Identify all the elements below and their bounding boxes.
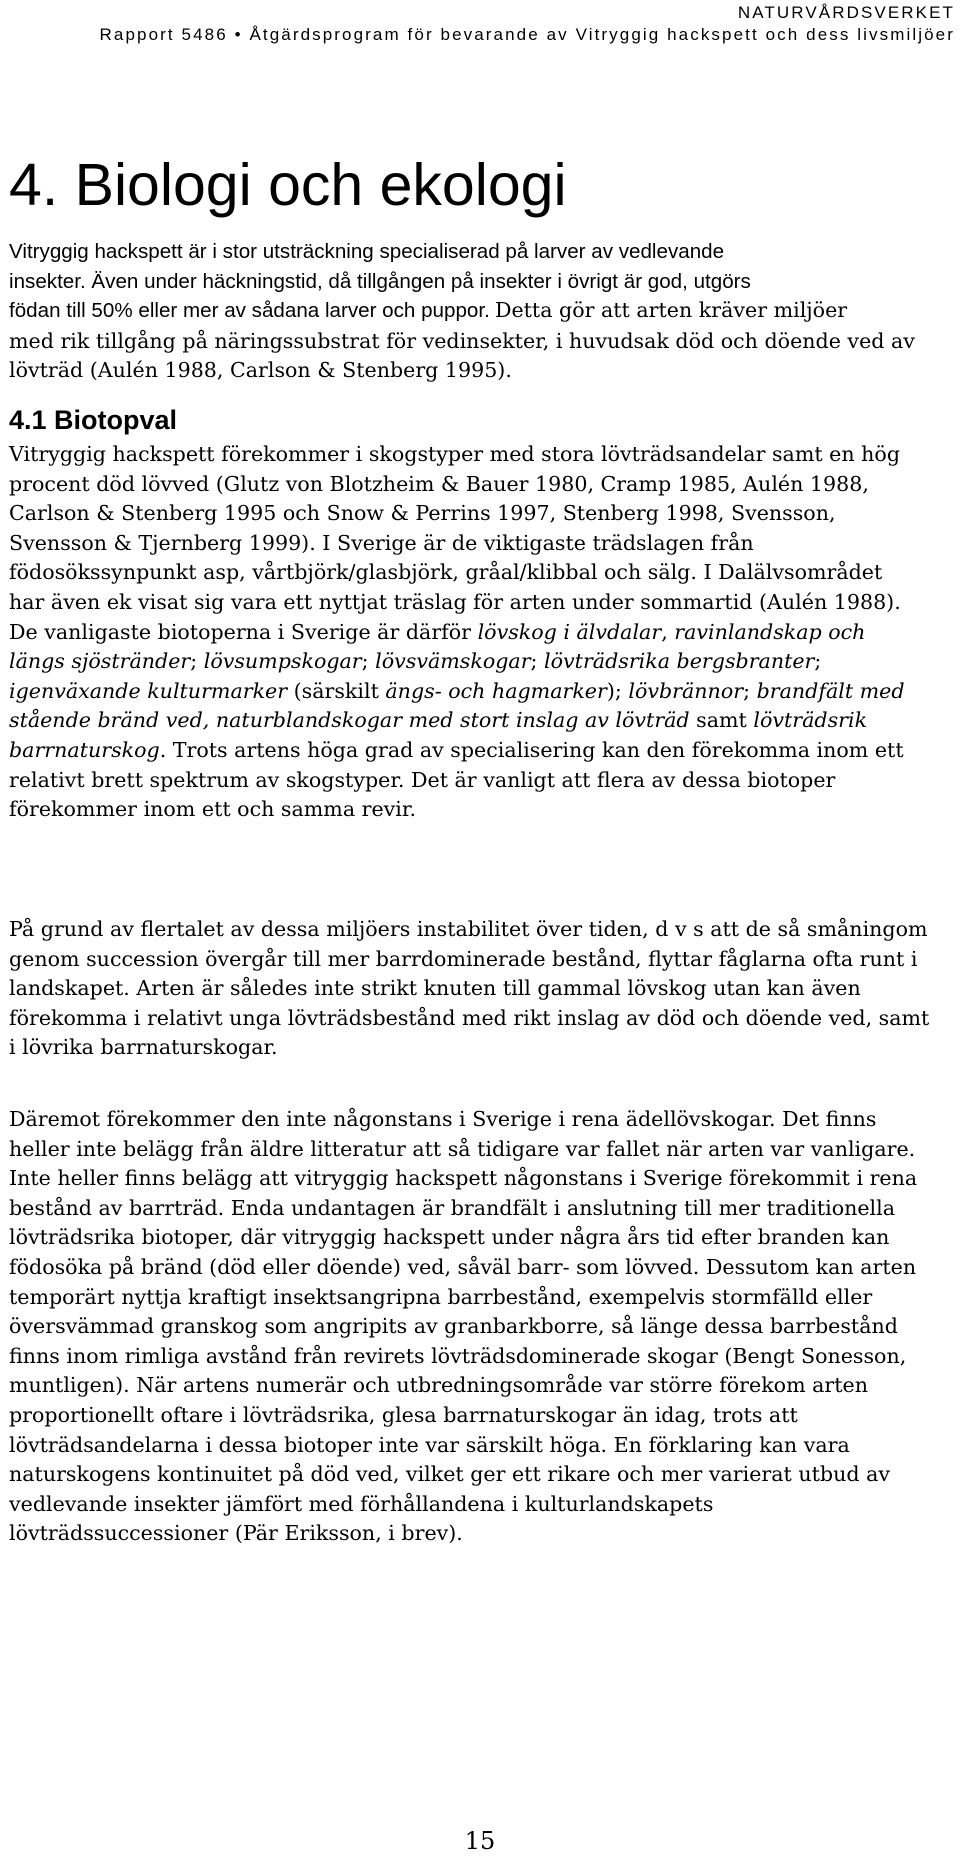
running-header (5, 2, 955, 46)
text-run: . Trots artens höga grad av specialisering kan den förekomma inom ett (159, 737, 904, 762)
text-line (9, 647, 954, 677)
text-line (9, 736, 954, 766)
text-line: Däremot förekommer den inte någonstans i Sverige i rena ädellövskogar. Det finns (9, 1107, 877, 1131)
text-line (9, 677, 954, 707)
text-line (9, 618, 954, 648)
text-line (9, 296, 954, 327)
text-line: finns inom rimliga avstånd från revirets lövträdsdominerade skogar (Bengt Sonesson, (9, 1343, 907, 1368)
section-title: 4.1 Biotopval (9, 405, 178, 435)
habitat-term: stående bränd ved, naturblandskogar med stort inslag av lövträd (9, 708, 690, 733)
habitat-term: ravinlandskap och (674, 619, 866, 644)
text-line: heller inte belägg från äldre litteratur att så tidigare var fallet när arten var vanligare. (9, 1136, 916, 1161)
text-line: Svensson & Tjernberg 1999). I Sverige är de viktigaste trädslagen från (9, 530, 754, 555)
habitat-term: ängs- och hagmarker (385, 678, 607, 703)
text-run: ; (190, 649, 204, 674)
text-run: samt (689, 708, 754, 733)
text-line: vedlevande insekter jämfört med förhållandena i kulturlandskapets (9, 1491, 714, 1516)
page-number: 15 (464, 1827, 496, 1855)
text-line: relativt brett spektrum av skogstyper. Det är vanligt att flera av dessa biotoper (9, 767, 836, 792)
text-line: lövträd (Aulén 1988, Carlson & Stenberg 1995). (9, 358, 512, 383)
text-line: Carlson & Stenberg 1995 och Snow & Perrins 1997, Stenberg 1998, Svensson, (9, 501, 836, 526)
biotope-paragraph-2 (9, 915, 954, 1063)
chapter-title: 4. Biologi och ekologi (9, 152, 567, 218)
text-line: genom succession övergår till mer barrdominerade bestånd, flyttar fåglarna ofta runt i (9, 946, 918, 971)
text-run: ; (814, 649, 822, 674)
habitat-term: barrnaturskog (9, 737, 160, 762)
text-line: proportionellt oftare i lövträdsrika, glesa barrnaturskogar än idag, trots att (9, 1402, 798, 1427)
habitat-term: längs sjöstränder (9, 649, 191, 674)
text-line: lövträdsandelarna i dessa biotoper inte var särskilt höga. En förklaring kan vara (9, 1432, 850, 1457)
text-line: naturskogens kontinuitet på död ved, vilket ger ett rikare och mer varierat utbud av (9, 1462, 890, 1487)
text-line: översvämmad granskog som angripits av granbarkborre, så länge dessa barrbestånd (9, 1314, 898, 1339)
text-line: muntligen). När artens numerär och utbredningsområde var större förekom arten (9, 1373, 868, 1398)
text-line: lövträdssuccessioner (Pär Eriksson, i brev). (9, 1521, 463, 1546)
text-run: ; (530, 649, 545, 674)
habitat-term: lövträdsrik (753, 708, 868, 733)
text-run: Detta gör att arten kräver miljöer (494, 298, 848, 323)
text-line: förekommer inom ett och samma revir. (9, 797, 417, 822)
text-run: ; (743, 678, 757, 703)
text-run: födan till 50% eller mer av sådana larver och puppor. (9, 299, 490, 323)
header-organization: NATURVÅRDSVERKET (737, 3, 955, 22)
text-run: De vanligaste biotoperna i Sverige är därför (9, 619, 478, 644)
habitat-term: brandfält med (756, 678, 905, 703)
text-line: har även ek visat sig vara ett nyttjat träslag för arten under sommartid (Aulén 1988). (9, 589, 901, 614)
text-line: Vitryggig hackspett är i stor utsträckning specialiserad på larver av vedlevande (9, 240, 725, 263)
text-run: ); (606, 678, 629, 703)
text-line: procent död lövved (Glutz von Blotzheim & Bauer 1980, Cramp 1985, Aulén 1988, (9, 471, 869, 496)
habitat-term: igenväxande kulturmarker (9, 678, 288, 703)
text-line: födosöka på bränd (död eller döende) ved, såväl barr- som lövved. Dessutom kan arten (9, 1254, 917, 1279)
header-report-title: Rapport 5486 • Åtgärdsprogram för bevarande av Vitryggig hackspett och dess livsmiljöer (99, 25, 955, 44)
habitat-term: lövsvämskogar (375, 649, 531, 674)
text-line: Inte heller finns belägg att vitryggig hackspett någonstans i Sverige förekommit i rena (9, 1166, 918, 1191)
text-run: ; (361, 649, 376, 674)
text-line: i lövrika barrnaturskogar. (9, 1035, 278, 1060)
habitat-term: lövträdsrika bergsbranter (544, 649, 815, 674)
text-run: (särskilt (287, 678, 386, 703)
text-line: landskapet. Arten är således inte strikt knuten till gammal lövskog utan kan även (9, 976, 861, 1001)
text-line: med rik tillgång på näringssubstrat för vedinsekter, i huvudsak död och döende ved av (9, 328, 915, 353)
text-line: förekomma i relativt unga lövträdsbestånd med rikt inslag av död och döende ved, samt (9, 1005, 930, 1030)
text-line: bestånd av barrträd. Enda undantagen är brandfält i anslutning till mer traditionella (9, 1195, 896, 1220)
text-line: lövträdsrika biotoper, där vitryggig hackspett under några års tid efter branden kan (9, 1225, 890, 1250)
text-line: På grund av flertalet av dessa miljöers instabilitet över tiden, d v s att de så småningom (9, 917, 928, 941)
biotope-paragraph-1 (9, 440, 954, 825)
text-line: insekter. Även under häckningstid, då tillgången på insekter i övrigt är god, utgörs (9, 269, 751, 293)
habitat-term: lövbrännor (628, 678, 744, 703)
intro-paragraph (9, 237, 954, 386)
text-line: födosökssynpunkt asp, vårtbjörk/glasbjörk, gråal/klibbal och sälg. I Dalälvsområdet (9, 560, 883, 585)
text-line (9, 706, 954, 736)
text-line: Vitryggig hackspett förekommer i skogstyper med stora lövträdsandelar samt en hög (9, 442, 901, 466)
habitat-term: lövsumpskogar (203, 649, 362, 674)
habitat-term: lövskog i älvdalar (477, 619, 662, 644)
text-line: temporärt nyttja kraftigt insektsangripna barrbestånd, exempelvis stormfälld eller (9, 1284, 873, 1309)
text-run: , (661, 619, 675, 644)
biotope-paragraph-3 (9, 1105, 954, 1549)
